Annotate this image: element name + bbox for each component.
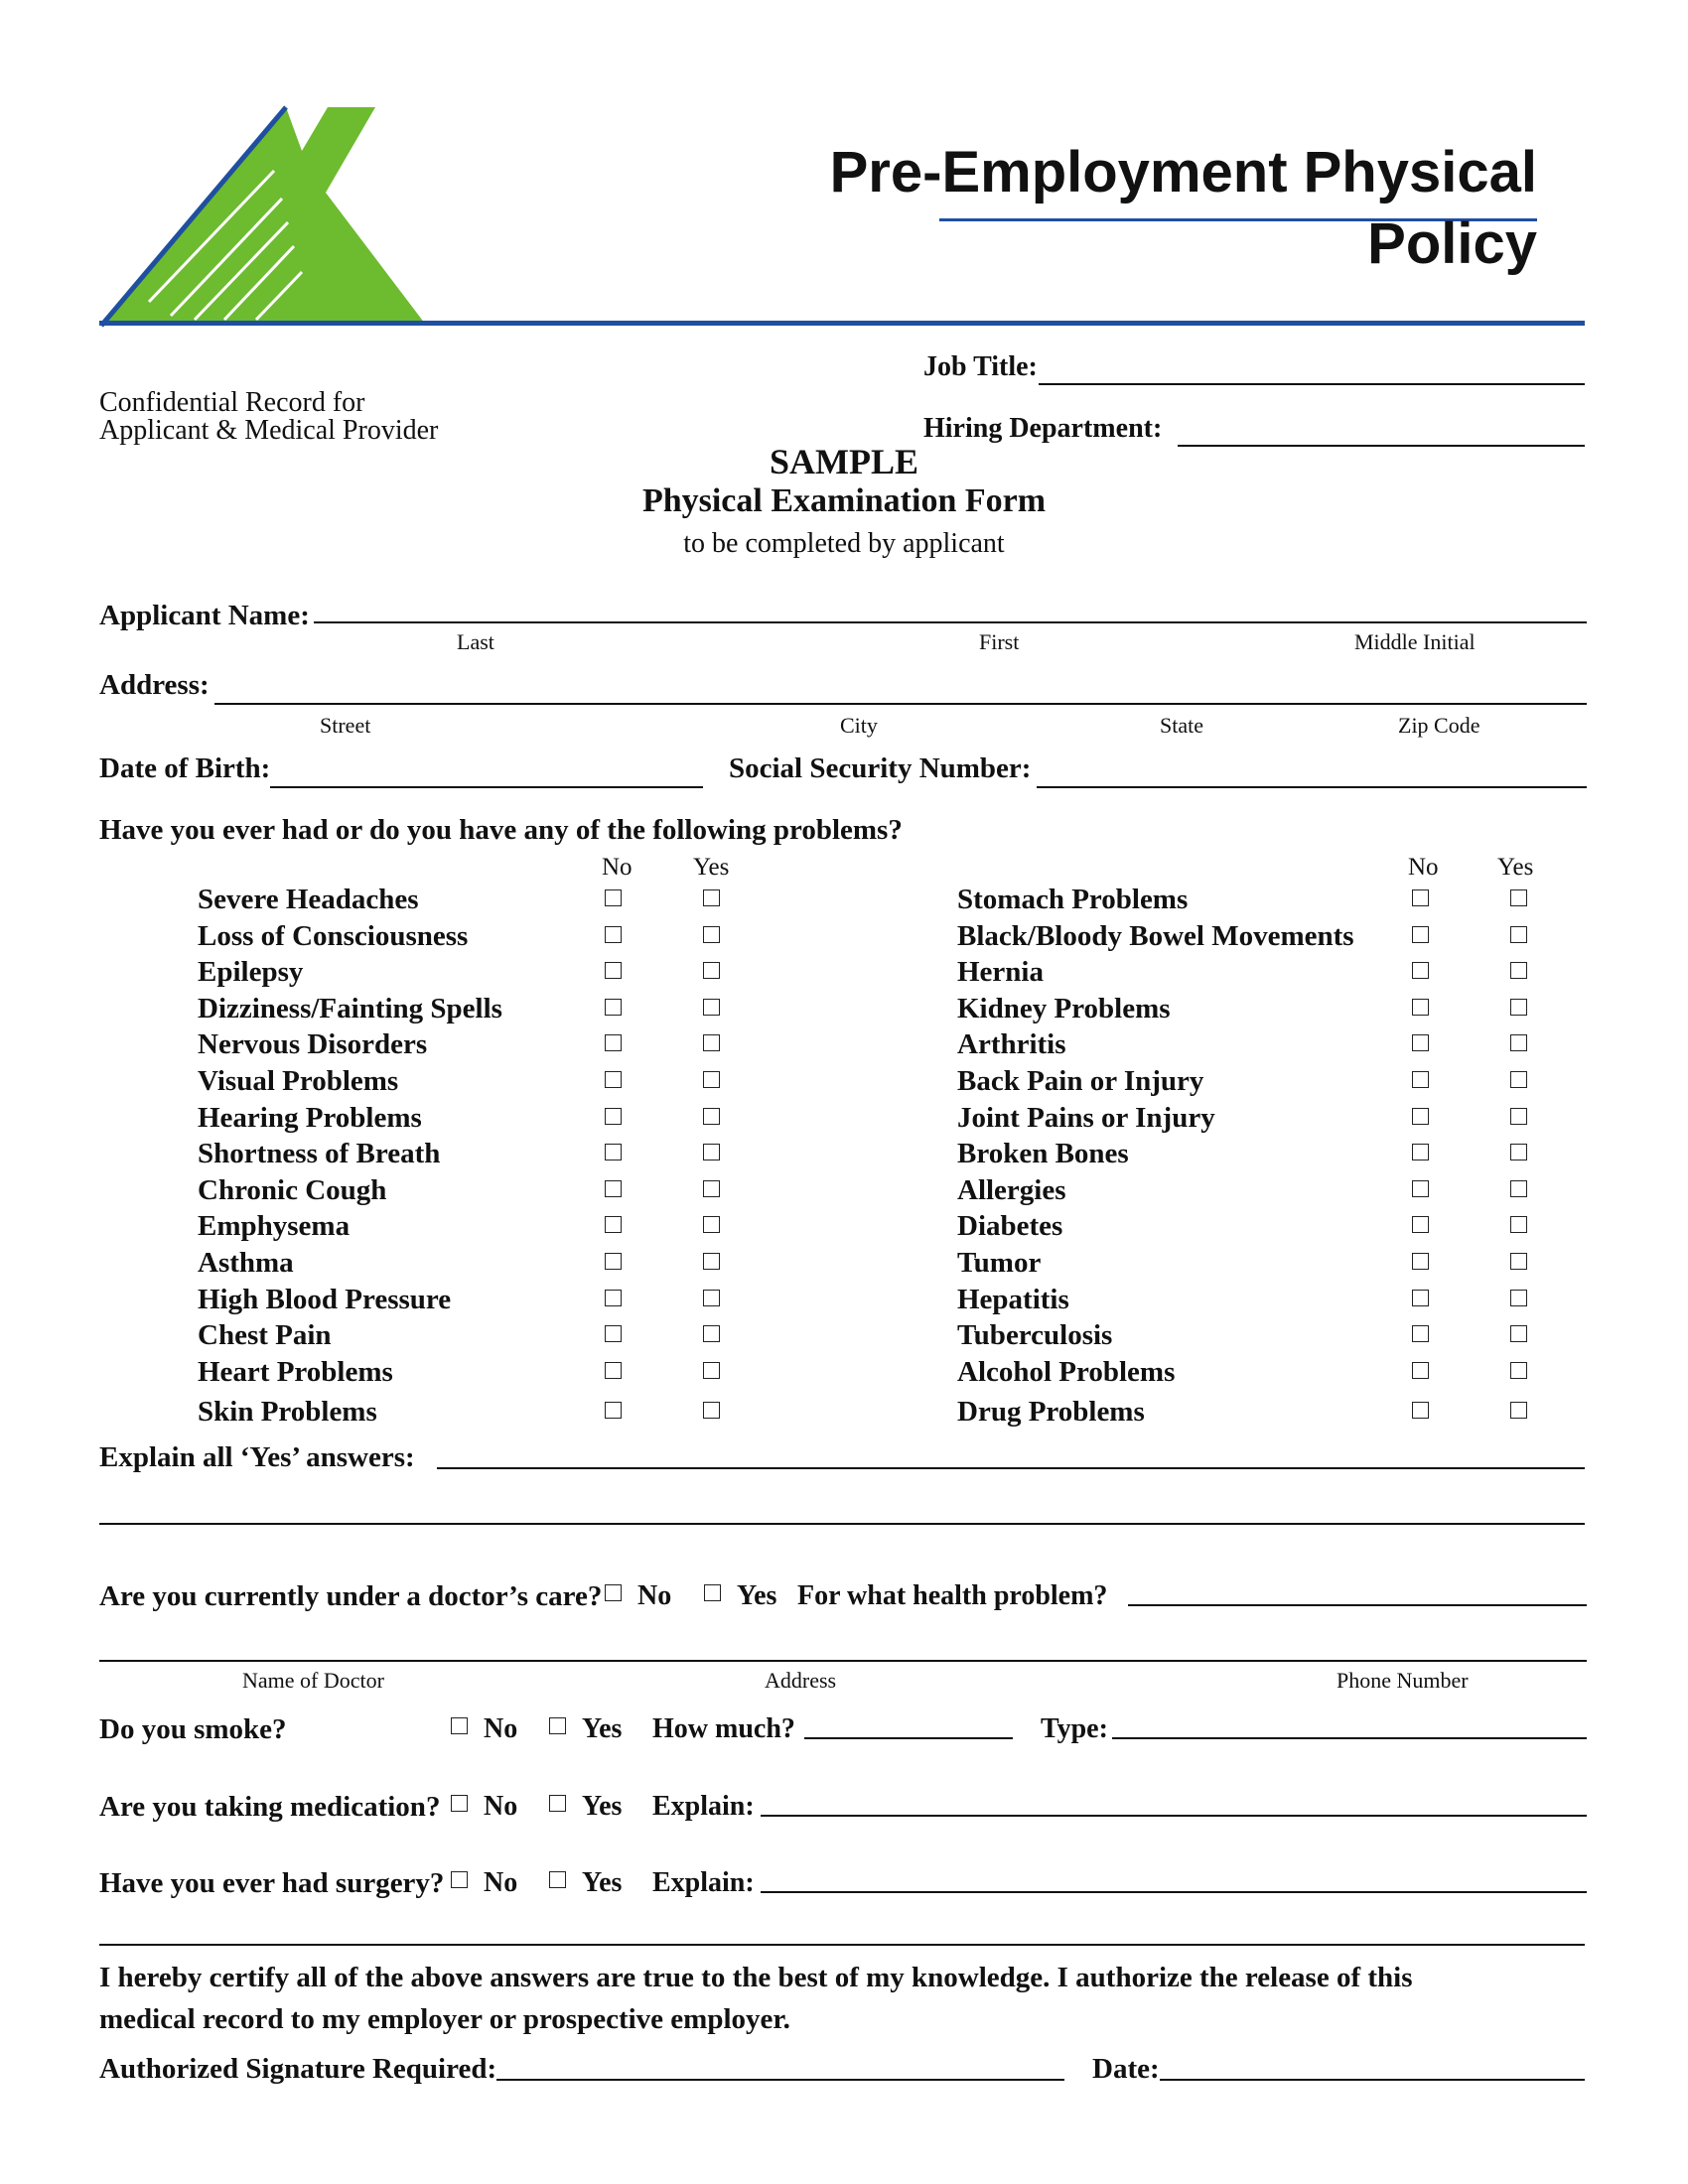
problem-label: Hepatitis [957, 1284, 1069, 1315]
problem-label: Kidney Problems [957, 993, 1171, 1024]
doctor-question: Are you currently under a doctor’s care? [99, 1580, 603, 1612]
address-sub-state: State [1160, 713, 1203, 738]
applicant-name-field[interactable] [314, 621, 1587, 623]
signature-field[interactable] [496, 2079, 1064, 2081]
problem-no-checkbox[interactable] [605, 1071, 622, 1088]
name-sub-middle: Middle Initial [1354, 629, 1476, 654]
problem-yes-checkbox[interactable] [703, 1253, 720, 1270]
problem-yes-checkbox[interactable] [1510, 1290, 1527, 1306]
smoke-no-checkbox[interactable] [451, 1717, 468, 1734]
problem-yes-checkbox[interactable] [1510, 1144, 1527, 1160]
problem-yes-checkbox[interactable] [703, 1216, 720, 1233]
problem-label: Epilepsy [198, 956, 304, 988]
problem-label: Alcohol Problems [957, 1356, 1176, 1388]
left-no-header: No [602, 854, 633, 881]
problem-no-checkbox[interactable] [605, 1180, 622, 1197]
problem-label: Loss of Consciousness [198, 920, 469, 952]
problem-no-checkbox[interactable] [1412, 1216, 1429, 1233]
surgery-no-checkbox[interactable] [451, 1871, 468, 1888]
surgery-question: Have you ever had surgery? [99, 1867, 445, 1899]
problem-yes-checkbox[interactable] [1510, 999, 1527, 1016]
problem-yes-checkbox[interactable] [1510, 1402, 1527, 1419]
problem-yes-checkbox[interactable] [1510, 1180, 1527, 1197]
problem-no-checkbox[interactable] [605, 1144, 622, 1160]
problem-label: Black/Bloody Bowel Movements [957, 920, 1354, 952]
problem-label: Diabetes [957, 1210, 1063, 1242]
problem-label: Dizziness/Fainting Spells [198, 993, 502, 1024]
problem-label: Tumor [957, 1247, 1042, 1279]
date-label: Date: [1092, 2053, 1160, 2085]
left-yes-header: Yes [693, 854, 730, 881]
problem-no-checkbox[interactable] [605, 1402, 622, 1419]
problem-no-checkbox[interactable] [1412, 1325, 1429, 1342]
problem-no-checkbox[interactable] [1412, 1290, 1429, 1306]
doctor-no-checkbox[interactable] [605, 1584, 622, 1601]
problem-no-checkbox[interactable] [1412, 1402, 1429, 1419]
certification-line2: medical record to my employer or prospective employer. [99, 2003, 790, 2035]
problem-label: Arthritis [957, 1028, 1066, 1060]
explain-field[interactable] [437, 1467, 1585, 1469]
problem-yes-checkbox[interactable] [1510, 1216, 1527, 1233]
signature-label: Authorized Signature Required: [99, 2053, 497, 2085]
medication-yes-checkbox[interactable] [549, 1795, 566, 1812]
problem-no-checkbox[interactable] [605, 962, 622, 979]
problem-label: Severe Headaches [198, 884, 419, 915]
form-subtitle: to be completed by applicant [683, 528, 1005, 559]
doctor-followup-label: For what health problem? [797, 1580, 1108, 1611]
problem-no-checkbox[interactable] [1412, 962, 1429, 979]
problem-label: Broken Bones [957, 1138, 1129, 1169]
problem-label: Hearing Problems [198, 1102, 422, 1134]
problem-yes-checkbox[interactable] [703, 1402, 720, 1419]
problem-label: Back Pain or Injury [957, 1065, 1204, 1097]
problem-no-checkbox[interactable] [1412, 1144, 1429, 1160]
problem-label: Tuberculosis [957, 1319, 1113, 1351]
smoke-how-much-field[interactable] [804, 1737, 1013, 1739]
medication-question: Are you taking medication? [99, 1791, 441, 1823]
dob-field[interactable] [270, 786, 703, 788]
sample-heading: SAMPLE [769, 442, 918, 481]
surgery-explain-field-2[interactable] [99, 1944, 1585, 1946]
medication-no-checkbox[interactable] [451, 1795, 468, 1812]
smoke-how-much-label: How much? [652, 1713, 795, 1744]
name-sub-last: Last [457, 629, 494, 654]
smoke-question: Do you smoke? [99, 1713, 287, 1745]
problem-yes-checkbox[interactable] [703, 1144, 720, 1160]
problem-label: Drug Problems [957, 1396, 1145, 1428]
problem-no-checkbox[interactable] [605, 889, 622, 906]
surgery-no-label: No [484, 1867, 518, 1898]
problem-no-checkbox[interactable] [1412, 926, 1429, 943]
medication-explain-field[interactable] [761, 1815, 1587, 1817]
problem-no-checkbox[interactable] [1412, 1180, 1429, 1197]
problem-no-checkbox[interactable] [605, 1253, 622, 1270]
medication-explain-label: Explain: [652, 1791, 755, 1822]
problem-yes-checkbox[interactable] [1510, 1253, 1527, 1270]
confidential-line2: Applicant & Medical Provider [99, 415, 439, 446]
ssn-field[interactable] [1037, 786, 1587, 788]
problem-yes-checkbox[interactable] [703, 1071, 720, 1088]
problem-no-checkbox[interactable] [1412, 1253, 1429, 1270]
header-rule [99, 321, 1585, 326]
hiring-department-label: Hiring Department: [923, 413, 1163, 444]
ssn-label: Social Security Number: [729, 752, 1032, 784]
problem-label: Stomach Problems [957, 884, 1189, 915]
surgery-explain-label: Explain: [652, 1867, 755, 1898]
problem-yes-checkbox[interactable] [703, 999, 720, 1016]
problem-yes-checkbox[interactable] [703, 1034, 720, 1051]
problem-label: High Blood Pressure [198, 1284, 452, 1315]
explain-label: Explain all ‘Yes’ answers: [99, 1441, 415, 1473]
smoke-no-label: No [484, 1713, 518, 1744]
problem-yes-checkbox[interactable] [1510, 1034, 1527, 1051]
doctor-sub-address: Address [765, 1668, 837, 1693]
doctor-no-label: No [637, 1580, 672, 1611]
surgery-yes-checkbox[interactable] [549, 1871, 566, 1888]
problem-no-checkbox[interactable] [605, 1362, 622, 1379]
job-title-label: Job Title: [923, 351, 1038, 382]
problem-no-checkbox[interactable] [1412, 1071, 1429, 1088]
problem-no-checkbox[interactable] [1412, 889, 1429, 906]
address-sub-zip: Zip Code [1398, 713, 1480, 738]
address-sub-street: Street [320, 713, 371, 738]
problem-yes-checkbox[interactable] [1510, 1108, 1527, 1125]
right-yes-header: Yes [1497, 854, 1534, 881]
health-problem-field[interactable] [1128, 1604, 1587, 1606]
problem-yes-checkbox[interactable] [703, 1362, 720, 1379]
smoke-yes-label: Yes [582, 1713, 623, 1744]
problem-yes-checkbox[interactable] [703, 926, 720, 943]
problem-label: Chronic Cough [198, 1174, 387, 1206]
explain-field-2[interactable] [99, 1523, 1585, 1525]
problem-no-checkbox[interactable] [605, 999, 622, 1016]
problem-label: Hernia [957, 956, 1044, 988]
address-label: Address: [99, 669, 210, 701]
certification-line1: I hereby certify all of the above answers are true to the best of my knowledge. I authorize the release of this [99, 1962, 1413, 1993]
problem-yes-checkbox[interactable] [703, 1325, 720, 1342]
right-no-header: No [1408, 854, 1439, 881]
problem-yes-checkbox[interactable] [703, 962, 720, 979]
problem-no-checkbox[interactable] [1412, 1362, 1429, 1379]
problem-yes-checkbox[interactable] [1510, 926, 1527, 943]
address-sub-city: City [840, 713, 878, 738]
medication-yes-label: Yes [582, 1791, 623, 1822]
doctor-sub-name: Name of Doctor [242, 1668, 384, 1693]
date-field[interactable] [1160, 2079, 1585, 2081]
company-logo [97, 103, 425, 328]
doctor-sub-phone: Phone Number [1336, 1668, 1469, 1693]
smoke-yes-checkbox[interactable] [549, 1717, 566, 1734]
doctor-details-field[interactable] [99, 1660, 1587, 1662]
problem-no-checkbox[interactable] [605, 1216, 622, 1233]
problem-label: Nervous Disorders [198, 1028, 428, 1060]
problem-label: Allergies [957, 1174, 1066, 1206]
form-title: Physical Examination Form [641, 482, 1047, 519]
address-field[interactable] [214, 703, 1587, 705]
problem-label: Shortness of Breath [198, 1138, 441, 1169]
problem-label: Skin Problems [198, 1396, 377, 1428]
problem-no-checkbox[interactable] [605, 926, 622, 943]
problem-yes-checkbox[interactable] [1510, 889, 1527, 906]
problem-yes-checkbox[interactable] [1510, 1071, 1527, 1088]
name-sub-first: First [979, 629, 1020, 654]
problem-label: Asthma [198, 1247, 294, 1279]
problem-yes-checkbox[interactable] [1510, 1325, 1527, 1342]
doctor-yes-label: Yes [737, 1580, 777, 1611]
problem-no-checkbox[interactable] [605, 1034, 622, 1051]
problem-no-checkbox[interactable] [1412, 1034, 1429, 1051]
page-title-line1: Pre-Employment Physical [829, 140, 1537, 205]
problems-question: Have you ever had or do you have any of the following problems? [99, 814, 903, 846]
problem-yes-checkbox[interactable] [703, 889, 720, 906]
doctor-yes-checkbox[interactable] [704, 1584, 721, 1601]
problem-label: Heart Problems [198, 1356, 393, 1388]
problem-label: Emphysema [198, 1210, 351, 1242]
applicant-name-label: Applicant Name: [99, 600, 310, 631]
problem-no-checkbox[interactable] [605, 1108, 622, 1125]
problem-label: Joint Pains or Injury [957, 1102, 1215, 1134]
medication-no-label: No [484, 1791, 518, 1822]
surgery-explain-field[interactable] [761, 1891, 1587, 1893]
problem-no-checkbox[interactable] [1412, 1108, 1429, 1125]
surgery-yes-label: Yes [582, 1867, 623, 1898]
dob-label: Date of Birth: [99, 752, 271, 784]
problem-no-checkbox[interactable] [1412, 999, 1429, 1016]
problem-yes-checkbox[interactable] [1510, 1362, 1527, 1379]
problem-no-checkbox[interactable] [605, 1290, 622, 1306]
problem-no-checkbox[interactable] [605, 1325, 622, 1342]
confidential-line1: Confidential Record for [99, 387, 365, 418]
problem-label: Visual Problems [198, 1065, 399, 1097]
smoke-type-label: Type: [1041, 1713, 1108, 1744]
page-title-line2: Policy [1367, 211, 1537, 276]
problem-yes-checkbox[interactable] [1510, 962, 1527, 979]
smoke-type-field[interactable] [1112, 1737, 1587, 1739]
problem-label: Chest Pain [198, 1319, 332, 1351]
problem-yes-checkbox[interactable] [703, 1180, 720, 1197]
job-title-field[interactable] [1039, 383, 1585, 385]
problem-yes-checkbox[interactable] [703, 1108, 720, 1125]
problem-yes-checkbox[interactable] [703, 1290, 720, 1306]
